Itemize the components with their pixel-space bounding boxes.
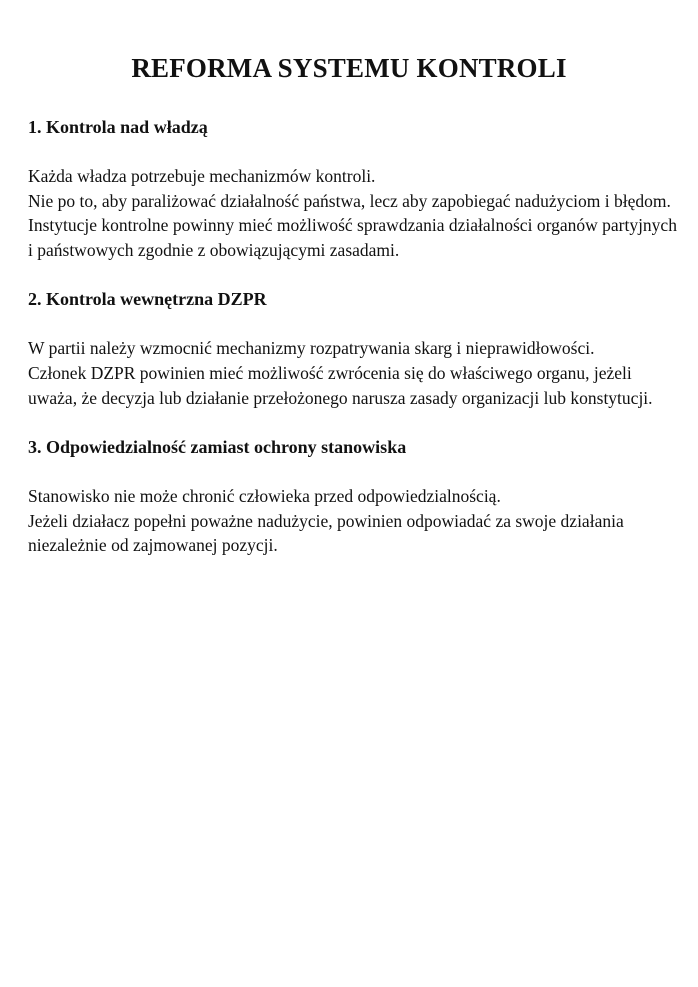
section-1 [28, 114, 678, 262]
paragraph: Jeżeli działacz popełni poważne nadużycie, powinien odpowiadać za swoje działania niezależnie od zajmowanej pozycji. [28, 510, 624, 556]
paragraph: W partii należy wzmocnić mechanizmy rozpatrywania skarg i nieprawidłowości. [28, 338, 595, 359]
paragraph: Nie po to, aby paraliżować działalność państwa, lecz aby zapobiegać nadużyciom i błędom. [28, 190, 671, 211]
document-body [28, 114, 678, 582]
paragraph: Stanowisko nie może chronić człowieka przed odpowiedzialnością. [28, 486, 501, 507]
paragraph: Członek DZPR powinien mieć możliwość zwrócenia się do właściwego organu, jeżeli uważa, że decyzja lub działanie przełożonego narusza zasady organizacji lub konstytucji. [28, 362, 653, 408]
paragraph: Instytucje kontrolne powinny mieć możliwość sprawdzania działalności organów partyjnych i państwowych zgodnie z obowiązującymi zasadami. [28, 215, 677, 260]
section-3 [28, 434, 678, 558]
paragraph: Każda władza potrzebuje mechanizmów kontroli. [28, 166, 376, 186]
section-heading: 3. Odpowiedzialność zamiast ochrony stanowiska [28, 437, 407, 458]
section-2 [28, 286, 678, 410]
document-title: REFORMA SYSTEMU KONTROLI [131, 53, 567, 83]
section-heading: 2. Kontrola wewnętrzna DZPR [28, 289, 267, 310]
section-heading: 1. Kontrola nad władzą [28, 117, 208, 137]
